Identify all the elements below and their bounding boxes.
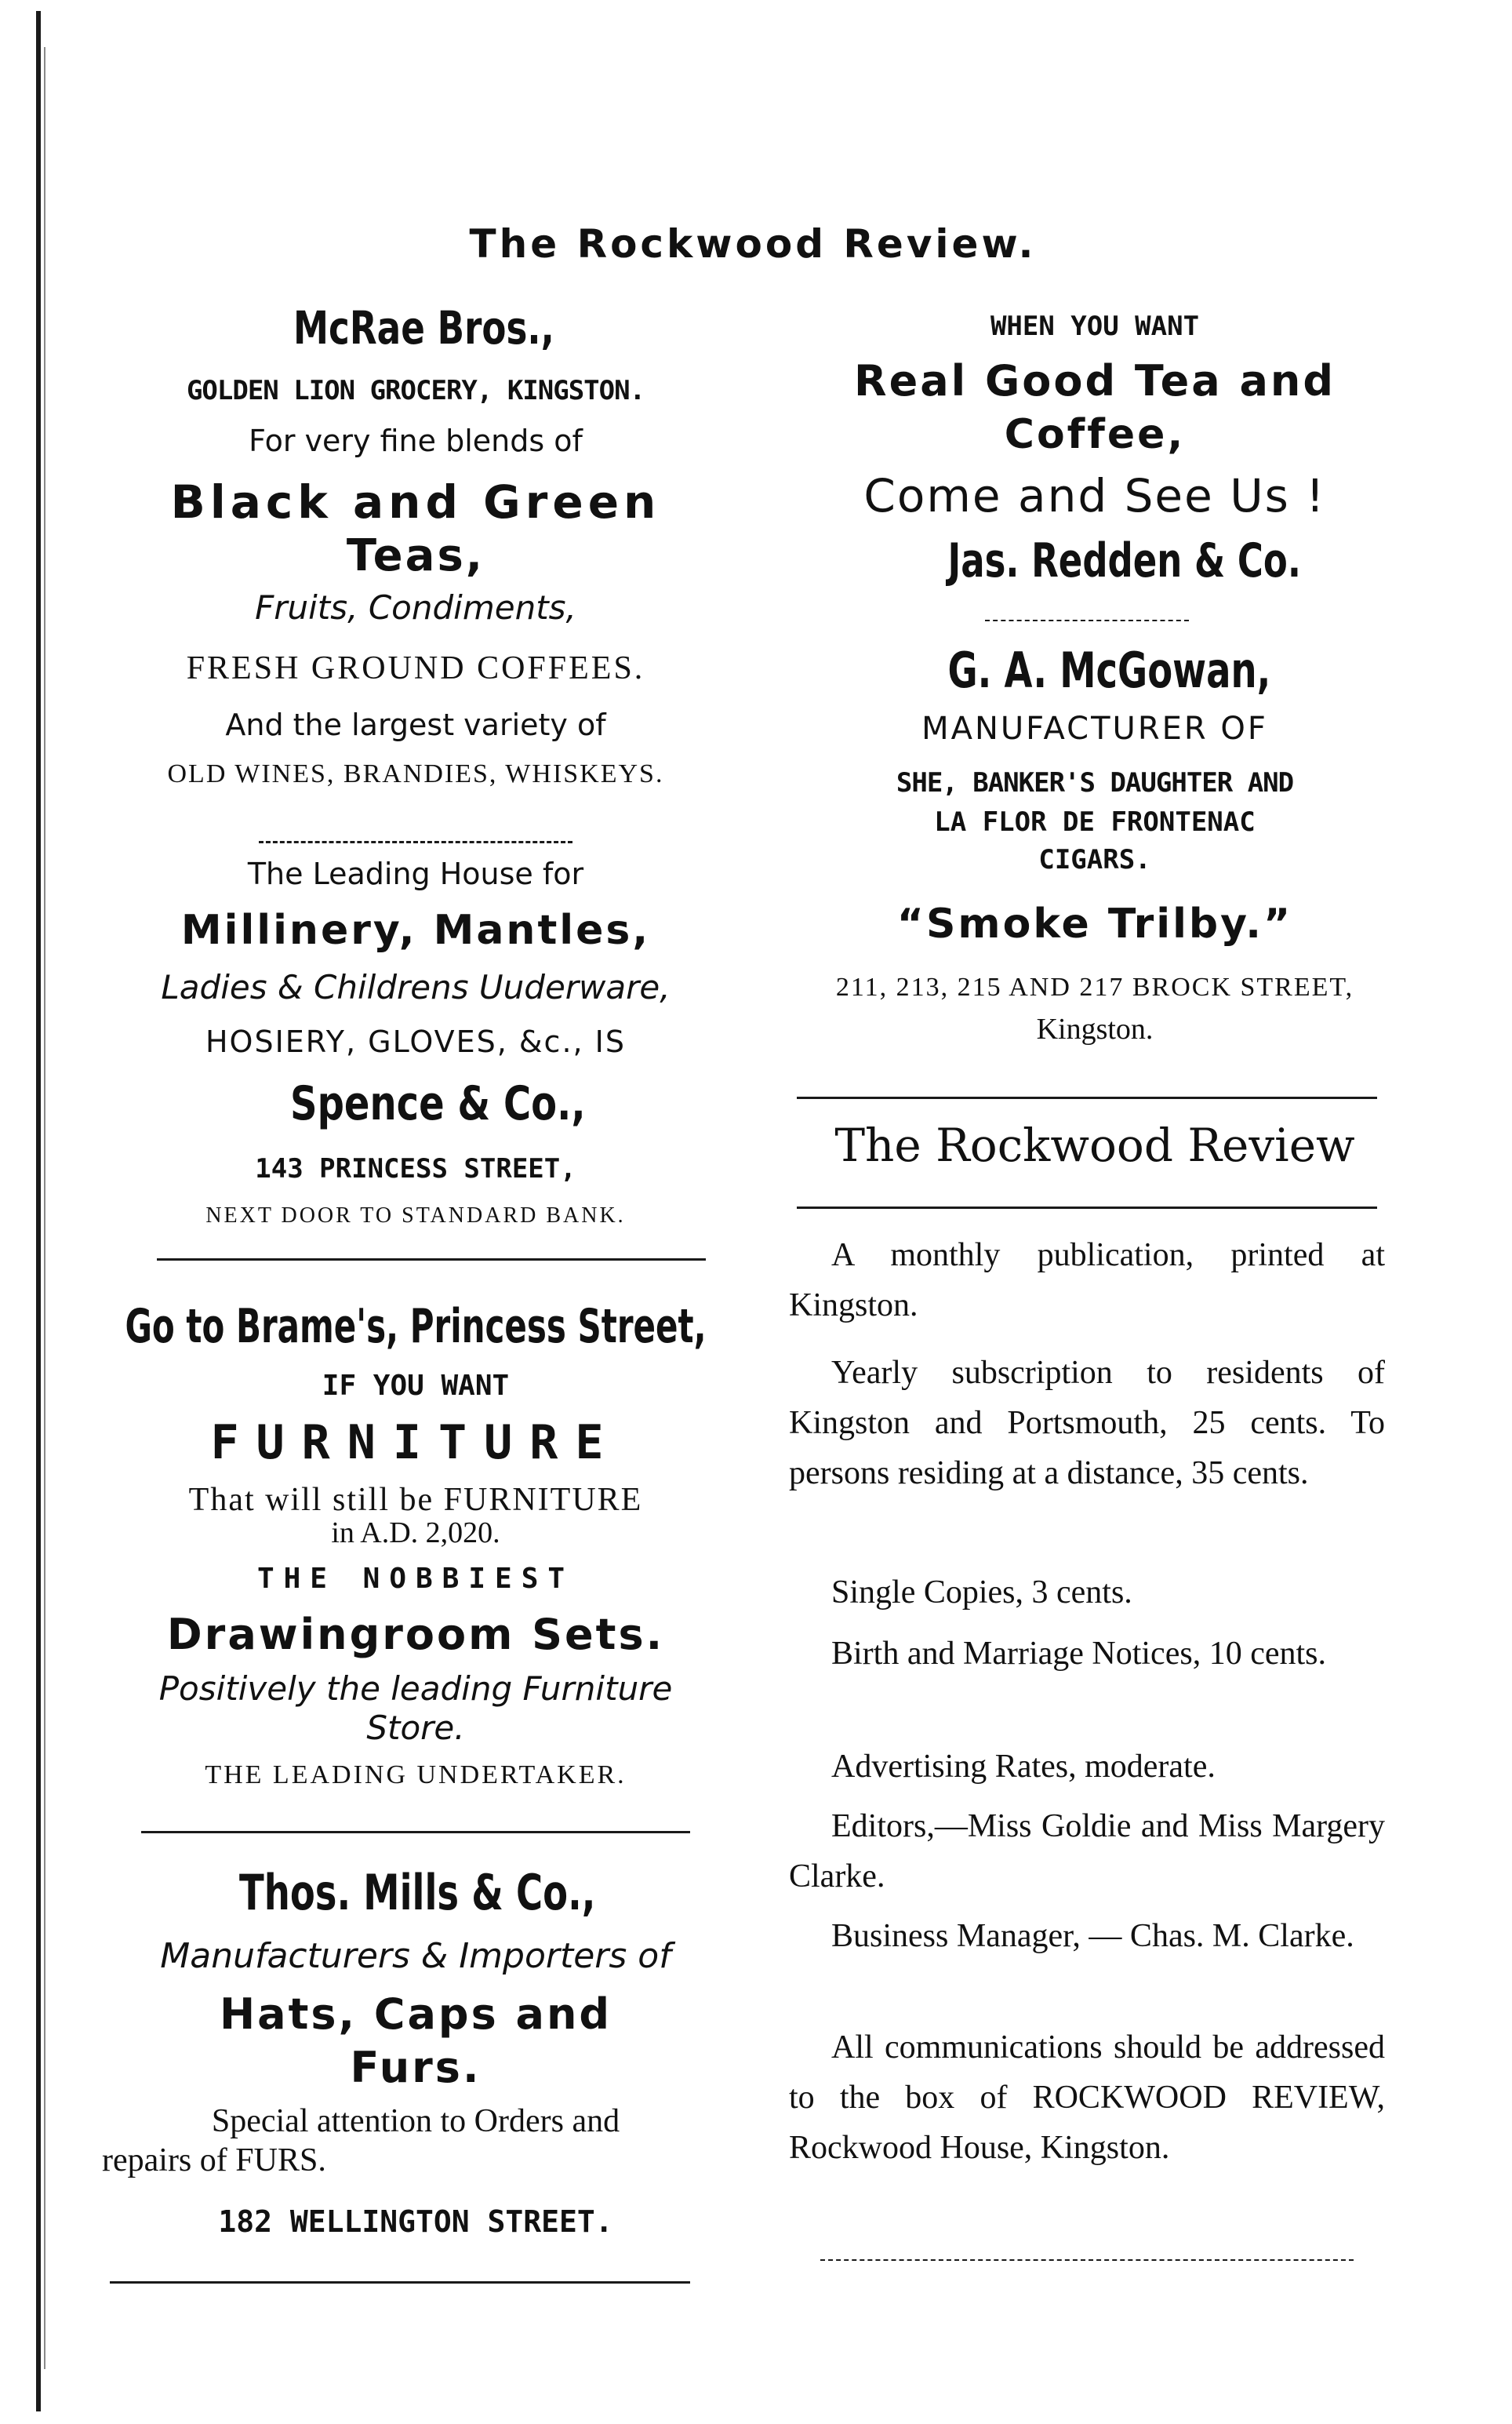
review-p2: Yearly subscription to residents of Kingston and Portsmouth, 25 cents. To persons residing at a distance, 35 cents. bbox=[789, 1355, 1385, 1491]
redden-headline2: Coffee, bbox=[1004, 411, 1186, 458]
mills-headline2: Furs. bbox=[350, 2043, 482, 2092]
spence-name: Spence & Co., bbox=[290, 1076, 586, 1131]
brame-headline2: Drawingroom Sets. bbox=[166, 1610, 665, 1659]
divider bbox=[985, 620, 1189, 621]
spence-line2: HOSIERY, GLOVES, &c., IS bbox=[205, 1025, 627, 1059]
spence-line1: Ladies & Childrens Uuderware, bbox=[161, 968, 671, 1006]
mcgowan-slogan: “Smoke Trilby.” bbox=[896, 901, 1293, 948]
brame-headline: FURNITURE bbox=[210, 1415, 621, 1470]
brame-line3: in A.D. 2,020. bbox=[331, 1516, 500, 1549]
spence-headline: Millinery, Mantles, bbox=[180, 907, 651, 954]
mcrae-line4: And the largest variety of bbox=[225, 708, 606, 742]
divider bbox=[797, 1207, 1377, 1209]
spence-intro: The Leading House for bbox=[247, 857, 584, 891]
review-p6: Editors,—Miss Goldie and Miss Margery Clarke. bbox=[789, 1808, 1385, 1894]
mcrae-name: McRae Bros., bbox=[293, 301, 554, 355]
mcgowan-line4: CIGARS. bbox=[1038, 844, 1151, 875]
spence-address: 143 PRINCESS STREET, bbox=[255, 1153, 576, 1185]
mcgowan-address: 211, 213, 215 AND 217 BROCK STREET, bbox=[835, 973, 1354, 1002]
redden-line2: Come and See Us ! bbox=[863, 469, 1326, 522]
page-title: The Rockwood Review. bbox=[469, 221, 1037, 267]
mcrae-line2: Fruits, Condiments, bbox=[255, 588, 576, 627]
mcgowan-name: G. A. McGowan, bbox=[947, 642, 1271, 699]
binding-shadow bbox=[44, 47, 45, 2369]
brame-line2: That will still be FURNITURE bbox=[188, 1482, 643, 1518]
review-p8: All communications should be addressed to the box of ROCKWOOD REVIEW, Rockwood House, Kingston. bbox=[789, 2029, 1385, 2166]
mills-name: Thos. Mills & Co., bbox=[239, 1864, 596, 1921]
divider bbox=[797, 1097, 1377, 1099]
redden-line1: WHEN YOU WANT bbox=[990, 311, 1200, 342]
review-p5: Advertising Rates, moderate. bbox=[831, 1749, 1216, 1785]
divider bbox=[141, 1831, 690, 1833]
mcrae-line5: OLD WINES, BRANDIES, WHISKEYS. bbox=[167, 759, 664, 788]
brame-line1: IF YOU WANT bbox=[322, 1370, 510, 1402]
divider bbox=[820, 2259, 1354, 2261]
review-p3: Single Copies, 3 cents. bbox=[831, 1574, 1132, 1611]
binding-edge bbox=[36, 11, 41, 2411]
review-title: The Rockwood Review bbox=[834, 1119, 1355, 1172]
mcgowan-line1: MANUFACTURER OF bbox=[921, 711, 1268, 747]
divider bbox=[157, 1258, 706, 1261]
mills-address: 182 WELLINGTON STREET. bbox=[218, 2204, 613, 2239]
mcrae-headline: Black and Green bbox=[170, 475, 661, 529]
brame-line4: THE NOBBIEST bbox=[256, 1563, 575, 1595]
mills-headline: Hats, Caps and bbox=[219, 1989, 612, 2039]
brame-title: Go to Brame's, Princess Street, bbox=[125, 1299, 707, 1354]
review-p7: Business Manager, — Chas. M. Clarke. bbox=[831, 1918, 1354, 1954]
mcgowan-line3: LA FLOR DE FRONTENAC bbox=[934, 806, 1256, 838]
divider bbox=[110, 2281, 690, 2284]
mcrae-address: GOLDEN LION GROCERY, KINGSTON. bbox=[186, 375, 645, 406]
mills-line1: Manufacturers & Importers of bbox=[160, 1936, 671, 1976]
review-p4: Birth and Marriage Notices, 10 cents. bbox=[831, 1636, 1326, 1672]
mills-line2: Special attention to Orders and bbox=[211, 2103, 620, 2139]
mcgowan-city: Kingston. bbox=[1036, 1013, 1154, 1046]
review-p1: A monthly publication, printed at Kingston. bbox=[789, 1237, 1385, 1323]
mcrae-line3: FRESH GROUND COFFEES. bbox=[186, 650, 645, 686]
brame-line5: Positively the leading Furniture bbox=[158, 1669, 673, 1708]
mcgowan-line2: SHE, BANKER'S DAUGHTER AND bbox=[896, 767, 1294, 799]
mills-line3: repairs of FURS. bbox=[102, 2142, 326, 2178]
brame-line6: Store. bbox=[366, 1709, 465, 1747]
spence-note: NEXT DOOR TO STANDARD BANK. bbox=[205, 1203, 626, 1228]
redden-name: Jas. Redden & Co. bbox=[947, 533, 1301, 588]
divider bbox=[259, 841, 572, 843]
brame-line7: THE LEADING UNDERTAKER. bbox=[205, 1760, 627, 1789]
mcrae-line1: For very fine blends of bbox=[249, 424, 583, 458]
redden-headline: Real Good Tea and bbox=[854, 356, 1336, 406]
mcrae-headline2: Teas, bbox=[346, 530, 485, 581]
